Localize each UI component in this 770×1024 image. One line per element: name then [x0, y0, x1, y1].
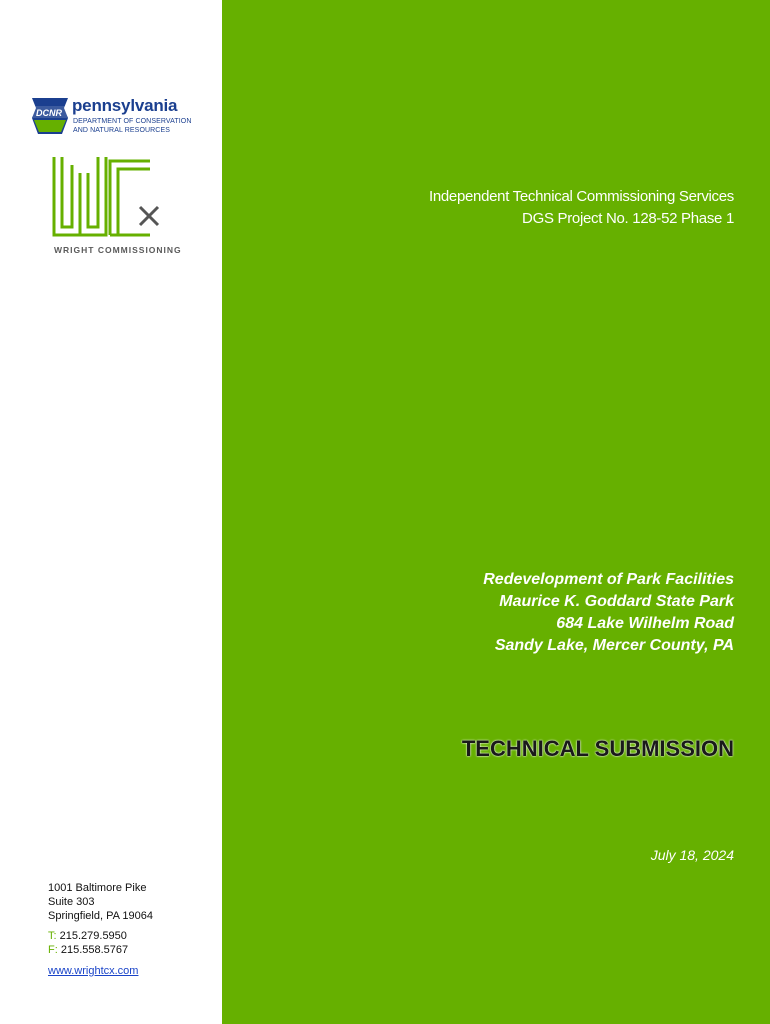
contact-info — [48, 929, 128, 957]
project-name: Redevelopment of Park Facilities — [483, 571, 734, 588]
city-county: Sandy Lake, Mercer County, PA — [494, 637, 734, 654]
address-line-3: Springfield, PA 19064 — [48, 910, 153, 922]
document-title: TECHNICAL SUBMISSION — [461, 736, 734, 761]
dcnr-logo — [30, 96, 190, 140]
document-date: July 18, 2024 — [650, 847, 734, 863]
office-address — [48, 881, 153, 923]
wright-commissioning-name: WRIGHT COMMISSIONING — [54, 245, 182, 255]
project-number: DGS Project No. 128-52 Phase 1 — [522, 210, 734, 227]
phone-row — [48, 929, 128, 943]
wright-commissioning-logo — [50, 155, 180, 260]
dcnr-subtitle-2: AND NATURAL RESOURCES — [73, 127, 171, 134]
address-line-1: 1001 Baltimore Pike — [48, 882, 147, 894]
services-line-1: Independent Technical Commissioning Services — [428, 188, 734, 205]
dcnr-subtitle-1: DEPARTMENT OF CONSERVATION — [73, 118, 192, 125]
services-header — [429, 186, 734, 230]
wcx-monogram-icon — [50, 155, 175, 243]
street-address: 684 Lake Wilhelm Road — [556, 615, 734, 632]
phone-number: 215.279.5950 — [59, 930, 127, 942]
project-info — [483, 569, 734, 657]
fax-label: F: — [48, 944, 58, 956]
website-link[interactable]: www.wrightcx.com — [48, 965, 139, 977]
dcnr-abbreviation: DCNR — [36, 108, 62, 118]
dcnr-wordmark: pennsylvania — [72, 96, 178, 115]
address-line-2: Suite 303 — [48, 896, 95, 908]
park-name: Maurice K. Goddard State Park — [499, 593, 734, 610]
green-cover-panel — [222, 0, 770, 1024]
fax-row — [48, 943, 128, 957]
fax-number: 215.558.5767 — [60, 944, 129, 956]
phone-label: T: — [48, 930, 57, 942]
